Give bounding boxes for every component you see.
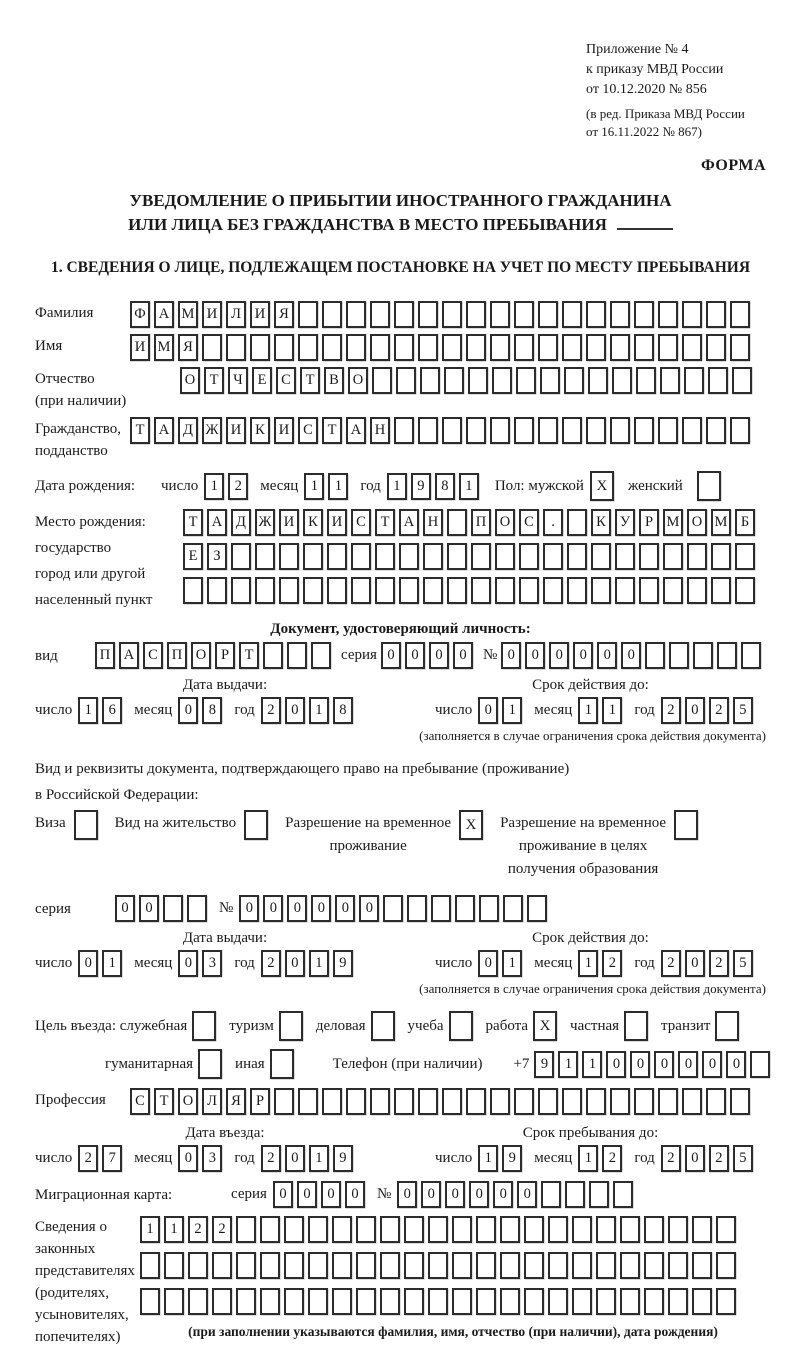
representatives-label-line4: (родителях, [35,1285,110,1301]
temp-permit-edu-checkbox[interactable] [674,810,702,840]
stay-day-input[interactable]: 1 9 [478,1145,526,1172]
given-name-label: Имя [35,338,63,354]
representatives-label-line6: попечителях) [35,1329,121,1345]
patronymic-label-line2: (при наличии) [35,393,127,409]
temp-permit-label-line2: проживание [329,838,407,854]
permit-valid-year-input[interactable]: 2 0 2 5 [661,950,757,977]
id-issue-row [35,697,415,724]
residence-permit-label: Вид на жительство [114,815,237,831]
form-title-line2 [35,213,766,237]
id-doc-dates [35,677,766,744]
citizenship-input[interactable]: Т А Д Ж И К И С Т А Н [130,417,754,444]
permit-issue-column [35,930,415,997]
residence-permit-option [115,810,272,881]
title-blank-underline [617,215,673,230]
residence-permit-checkbox[interactable] [244,810,272,840]
id-issue-day-input[interactable]: 1 6 [78,697,126,724]
permit-issue-month-label: месяц [134,955,173,971]
permit-issue-day-input[interactable]: 0 1 [78,950,126,977]
mc-number-label: № [376,1186,392,1202]
residence-doc-line1: Вид и реквизиты документа, подтверждающего право на пребывание (проживание) [35,761,570,777]
birth-place-row3-input[interactable] [183,577,759,604]
birth-date-label: Дата рождения: [35,478,136,494]
purpose-other-label: иная [235,1055,265,1072]
migration-card-label: Миграционная карта: [35,1186,173,1203]
doc-kind-input[interactable]: П А С П О Р Т [95,642,335,669]
patronymic-input[interactable]: О Т Ч Е С Т В О [180,367,756,394]
temp-permit-edu-option [500,810,702,881]
citizenship-label [35,417,130,461]
id-series-input[interactable]: 0 0 0 0 [381,642,477,669]
permit-series-input[interactable]: 0 0 [115,895,211,922]
purpose-study-label: учеба [407,1017,444,1034]
birth-place-row2-input[interactable]: Е З [183,543,759,570]
profession-input[interactable]: С Т О Л Я Р [130,1088,754,1115]
representatives-note: (при заполнении указываются фамилия, имя, отчество (при наличии), дата рождения) [188,1324,718,1339]
id-valid-column [415,677,766,744]
phone-label: Телефон (при наличии) [332,1055,483,1072]
temp-permit-edu-label-line3: получения образования [507,861,659,877]
temp-permit-edu-label-line1: Разрешение на временное [500,815,667,831]
phone-prefix: +7 [513,1055,530,1072]
purpose-official-label: Цель въезда: служебная [35,1017,188,1034]
permit-valid-day-input[interactable]: 0 1 [478,950,526,977]
patronymic-label-line1: Отчество [35,371,95,387]
representatives-row1-input[interactable]: 1 1 2 2 [140,1216,766,1243]
birth-day-input[interactable]: 1 2 [204,473,252,500]
id-valid-year-label: год [634,702,655,718]
permit-series-row [35,895,766,922]
permit-valid-column [415,930,766,997]
permit-issue-day-label: число [35,955,73,971]
visa-option [35,810,102,881]
surname-input[interactable]: Ф А М И Л И Я [130,301,754,328]
permit-valid-day-label: число [435,955,473,971]
migration-card-row [35,1181,766,1208]
mc-number-input[interactable]: 0 0 0 0 0 0 [397,1181,637,1208]
sex-male-label: Пол: мужской [494,477,584,494]
birth-place-label-line2: государство [35,540,112,556]
citizenship-label-line2: подданство [35,443,108,459]
patronymic-label [35,367,180,411]
id-valid-row [415,697,766,724]
purpose-tourism-label: туризм [229,1017,274,1034]
entry-year-label: год [234,1150,255,1166]
purpose-work-label: работа [485,1017,529,1034]
entry-month-label: месяц [134,1150,173,1166]
birth-place-row1-input[interactable]: Т А Д Ж И К И С Т А Н П О С . К У Р М О М Б [183,509,759,536]
purpose-work-checkbox[interactable]: X [533,1011,561,1041]
permit-series-label: серия [35,900,71,917]
identity-doc-heading: Документ, удостоверяющий личность: [270,621,531,637]
annex-edit-line-2: от 16.11.2022 № 867) [586,124,703,139]
id-issue-month-input[interactable]: 0 8 [178,697,226,724]
representatives-rows [140,1216,766,1348]
permit-valid-heading: Срок действия до: [532,930,649,946]
permit-issue-year-input[interactable]: 2 0 1 9 [261,950,357,977]
temp-permit-edu-label-line2: проживание в целях [518,838,648,854]
birth-place-label [35,509,183,613]
representatives-label-line5: усыновителях, [35,1307,129,1323]
permit-issue-heading: Дата выдачи: [182,930,268,946]
representatives-row2-input[interactable] [140,1252,766,1279]
temp-permit-label [285,810,451,858]
mc-series-input[interactable]: 0 0 0 0 [273,1181,369,1208]
form-title-line2-text: ИЛИ ЛИЦА БЕЗ ГРАЖДАНСТВА В МЕСТО ПРЕБЫВАНИЯ [128,215,607,234]
entry-date-row [35,1145,415,1172]
birth-day-label: число [161,477,199,494]
permit-issue-year-label: год [234,955,255,971]
permit-number-input[interactable]: 0 0 0 0 0 0 [239,895,551,922]
id-valid-day-input[interactable]: 0 1 [478,697,526,724]
surname-row [35,301,766,328]
sex-female-label: женский [627,477,683,494]
entry-purpose-row2 [105,1049,766,1079]
entry-stay-dates [35,1125,766,1172]
permit-issue-row [35,950,415,977]
id-series-label: серия [341,647,377,663]
id-valid-month-input[interactable]: 1 1 [578,697,626,724]
given-name-input[interactable]: И М Я [130,334,754,361]
purpose-humanitarian-checkbox[interactable] [198,1049,226,1079]
id-valid-heading: Срок действия до: [532,677,649,693]
permit-validity-note: (заполняется в случае ограничения срока действия документа) [419,981,766,996]
entry-day-label: число [35,1150,73,1166]
id-issue-column [35,677,415,744]
entry-year-input[interactable]: 2 0 1 9 [261,1145,357,1172]
stay-year-label: год [634,1150,655,1166]
citizenship-label-line1: Гражданство, [35,421,122,437]
stay-month-input[interactable]: 1 2 [578,1145,626,1172]
birth-place-rows [183,509,759,611]
permit-valid-month-input[interactable]: 1 2 [578,950,626,977]
temp-permit-option [285,810,487,881]
residence-doc-paragraph [35,756,766,808]
representatives-label-line1: Сведения о [35,1219,107,1235]
stay-until-heading: Срок пребывания до: [522,1125,659,1141]
birth-place-label-line3: город или другой [35,566,146,582]
citizenship-row [35,417,766,461]
form-title-line1: УВЕДОМЛЕНИЕ О ПРИБЫТИИ ИНОСТРАННОГО ГРАЖДАНИНА [129,191,672,210]
id-issue-heading: Дата выдачи: [182,677,268,693]
id-valid-day-label: число [435,702,473,718]
id-number-input[interactable]: 0 0 0 0 0 0 [501,642,765,669]
permit-valid-row [415,950,766,977]
purpose-transit-label: транзит [661,1017,711,1034]
birth-place-block [35,509,766,613]
birth-place-label-line4: населенный пункт [35,592,153,608]
stay-until-row [415,1145,766,1172]
mc-series-label: серия [231,1186,267,1202]
representatives-row3-input[interactable] [140,1288,766,1315]
purpose-private-label: частная [570,1017,620,1034]
annex-header [586,40,766,141]
id-number-label: № [482,647,498,663]
id-issue-year-input[interactable]: 2 0 1 8 [261,697,357,724]
representatives-label-line3: представителях [35,1263,135,1279]
birth-place-label-line1: Место рождения: [35,514,146,530]
entry-date-column [35,1125,415,1172]
section1-heading: 1. СВЕДЕНИЯ О ЛИЦЕ, ПОДЛЕЖАЩЕМ ПОСТАНОВКЕ НА УЧЕТ ПО МЕСТУ ПРЕБЫВАНИЯ [50,259,751,276]
entry-day-input[interactable]: 2 7 [78,1145,126,1172]
birth-date-row [35,471,766,501]
profession-row [35,1088,766,1115]
representatives-block [35,1216,766,1348]
permit-number-label: № [219,900,234,916]
annex-line-3: от 10.12.2020 № 856 [586,82,707,97]
visa-label: Виза [35,815,66,831]
permit-valid-month-label: месяц [534,955,573,971]
purpose-official-checkbox[interactable] [192,1011,220,1041]
sex-female-checkbox[interactable] [697,471,725,501]
id-valid-year-input[interactable]: 2 0 2 5 [661,697,757,724]
representatives-label [35,1216,140,1348]
entry-month-input[interactable]: 0 3 [178,1145,226,1172]
doc-kind-label: вид [35,647,58,664]
identity-doc-row [35,642,766,669]
purpose-transit-checkbox[interactable] [715,1011,743,1041]
id-issue-month-label: месяц [134,702,173,718]
birth-year-label: год [360,477,381,494]
given-name-row [35,334,766,361]
id-issue-day-label: число [35,702,73,718]
form-marker: ФОРМА [700,157,766,174]
purpose-humanitarian-label: гуманитарная [105,1055,194,1072]
purpose-tourism-checkbox[interactable] [279,1011,307,1041]
annex-edit-line-1: (в ред. Приказа МВД России [586,106,745,121]
permit-issue-month-input[interactable]: 0 3 [178,950,226,977]
visa-checkbox[interactable] [74,810,102,840]
birth-month-label: месяц [260,477,299,494]
stay-month-label: месяц [534,1150,573,1166]
purpose-business-checkbox[interactable] [371,1011,399,1041]
annex-line-1: Приложение № 4 [586,42,689,57]
purpose-study-checkbox[interactable] [449,1011,477,1041]
temp-permit-edu-label [500,810,666,881]
residence-doc-line2: в Российской Федерации: [35,787,199,803]
surname-label: Фамилия [35,305,94,321]
purpose-business-label: деловая [315,1017,366,1034]
entry-date-heading: Дата въезда: [185,1125,265,1141]
annex-line-2: к приказу МВД России [586,62,724,77]
profession-label: Профессия [35,1092,106,1108]
id-validity-note: (заполняется в случае ограничения срока действия документа) [419,728,766,743]
entry-purpose-row [35,1011,766,1041]
stay-until-column [415,1125,766,1172]
representatives-label-line2: законных [35,1241,96,1257]
purpose-private-checkbox[interactable] [624,1011,652,1041]
stay-day-label: число [435,1150,473,1166]
sex-male-checkbox[interactable]: X [590,471,618,501]
birth-year-input[interactable]: 1 9 8 1 [387,473,483,500]
purpose-other-checkbox[interactable] [270,1049,298,1079]
id-valid-month-label: месяц [534,702,573,718]
birth-month-input[interactable]: 1 1 [304,473,352,500]
temp-permit-label-line1: Разрешение на временное [285,815,452,831]
temp-permit-checkbox[interactable]: X [459,810,487,840]
stay-year-input[interactable]: 2 0 2 5 [661,1145,757,1172]
patronymic-row [35,367,766,411]
permit-dates [35,930,766,997]
id-issue-year-label: год [234,702,255,718]
permit-valid-year-label: год [634,955,655,971]
form-title [35,189,766,237]
residence-permit-options [35,810,766,881]
phone-input[interactable]: 9 1 1 0 0 0 0 0 0 [534,1051,774,1078]
